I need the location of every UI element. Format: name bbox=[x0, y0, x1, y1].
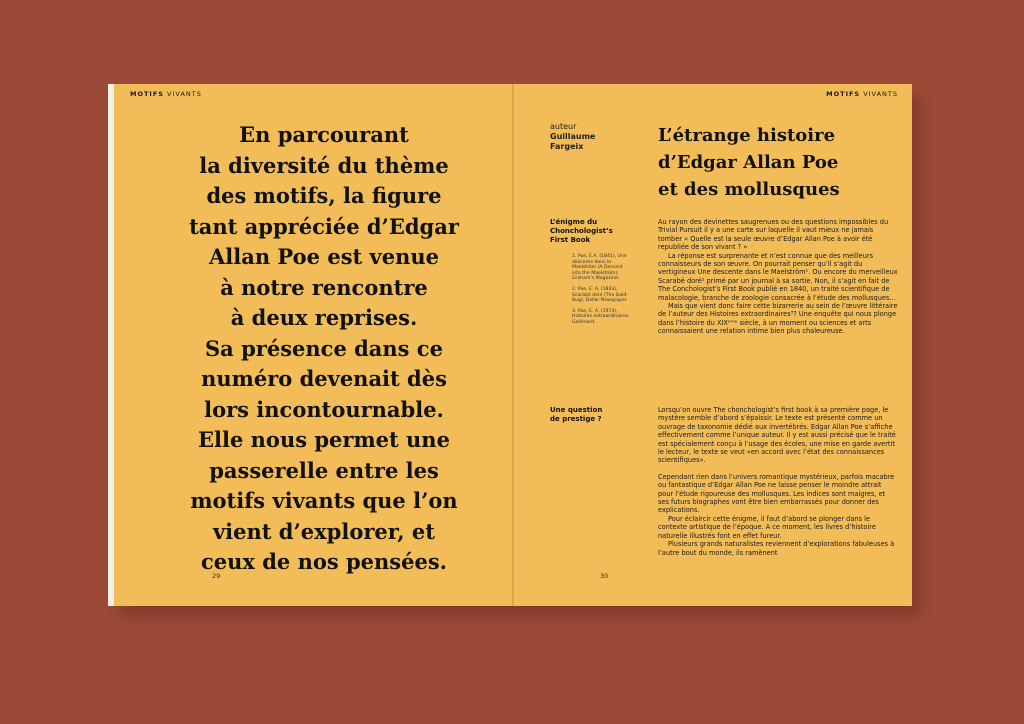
article-title bbox=[658, 122, 908, 203]
quote-line: la diversité du thème bbox=[199, 152, 449, 178]
quote-line: En parcourant bbox=[239, 122, 409, 147]
paragraph: Plusieurs grands naturalistes reviennent d’explorations fabuleuses à l’autre bout du monde, ils ramènent bbox=[658, 540, 895, 557]
body-section-1 bbox=[658, 218, 898, 336]
title-line: et des mollusques bbox=[658, 179, 840, 200]
author-label: auteur bbox=[550, 122, 577, 131]
side-heading-line: de prestige ? bbox=[550, 415, 602, 423]
footnote: 2. Poe, E. A. (1843), Scarabé doré (The Gold-Bug), Dollar Newspaper. bbox=[572, 286, 628, 304]
quote-line: numéro devenait dès bbox=[201, 366, 447, 391]
body-section-2 bbox=[658, 406, 898, 557]
header-bold: MOTIFS bbox=[130, 90, 164, 98]
quote-line: à deux reprises. bbox=[230, 305, 418, 330]
side-heading-line: L’énigme du bbox=[550, 218, 598, 226]
quote-line: Sa présence dans ce bbox=[205, 335, 443, 361]
quote-line: Allan Poe est venue bbox=[209, 244, 439, 269]
paragraph: La réponse est surprenante et n’est connue que des meilleurs connaisseurs de son œuvre. On pourrait penser qu’il s’agit du vertigineux Une descente dans le Maelström¹. Ou encore du merveilleux Scarabé doré² primé par un journal à sa sortie. Non, il s’agit en fait de The Conchologist’s First Book publié en 1840, un traité scientifique de malacologie, branche de zoologie consacrée à l’étude des mollusques… bbox=[658, 251, 898, 302]
quote-line: passerelle entre les bbox=[209, 457, 439, 483]
page-number-right: 30 bbox=[600, 572, 609, 580]
paragraph: Pour éclaircir cette énigme, il faut d’abord se plonger dans le contexte artistique de l’époque. A ce moment, les livres d’histoire naturelle illustrés font en effet fureur. bbox=[658, 514, 876, 540]
footnote: 3. Poe, E. A. (1973), Histoires extraordinaires, Gallimard. bbox=[572, 308, 630, 325]
side-heading-line: Chonchologist’s bbox=[550, 227, 613, 235]
quote-line: Elle nous permet une bbox=[198, 427, 450, 452]
header-rest: VIVANTS bbox=[167, 90, 202, 98]
page-number-left: 29 bbox=[212, 572, 221, 580]
quote-line: ceux de nos pensées. bbox=[200, 549, 447, 574]
paragraph: Au rayon des devinettes saugrenues ou des questions impossibles du Trivial Pursuit il y a une carte sur laquelle il vaut mieux ne jamais tomber « Quelle est la seule œuvre d’Edgar Allan Poe à avoir été republiée de son vivant ? » bbox=[658, 218, 889, 252]
quote-line: lors incontournable. bbox=[204, 396, 444, 422]
header-bold: MOTIFS bbox=[826, 90, 861, 98]
header-rest: VIVANTS bbox=[863, 90, 898, 98]
paragraph: Mais que vient donc faire cette bizarrerie au sein de l’œuvre littéraire de l’auteur des Histoires extraordinaires³? Une enquête qui nous plonge dans l’histoire du XIXᵉᵐᵉ siècle, à un moment ou sciences et arts connaissaient une relation intime bien plus chaleureuse. bbox=[658, 302, 898, 336]
left-running-header bbox=[130, 90, 202, 98]
footnotes bbox=[572, 254, 632, 331]
side-heading-prestige bbox=[550, 406, 602, 424]
quote-line: à notre rencontre bbox=[220, 274, 428, 300]
quote-line: motifs vivants que l’on bbox=[190, 488, 458, 513]
right-page bbox=[514, 84, 912, 606]
author-block bbox=[550, 122, 595, 152]
side-heading-enigme bbox=[550, 218, 613, 245]
pull-quote bbox=[154, 120, 494, 578]
quote-line: vient d’explorer, et bbox=[212, 518, 435, 544]
paragraph: Cependant rien dans l’univers romantique mystérieux, parfois macabre ou fantastique d’Edgar Allan Poe ne laisse penser le moindre attrait pour l’étude rigoureuse des mollusques. Les indices sont maigres, et ses futurs biographes vont être bien embarrassés pour donner des explications. bbox=[658, 472, 895, 515]
title-line: d’Edgar Allan Poe bbox=[658, 152, 839, 173]
paragraph: Lorsqu’on ouvre The chonchologist’s first book à sa première page, le mystère semble d’abord s’épaissir. Le texte est présenté comme un ouvrage de taxonomie dédié aux invertébrés. Edgar Allan Poe s’affiche effectivement comme l’unique auteur. Il y est aussi précisé que le traité est spécialement conçu à l’usage des écoles, une mise en garde avertit le lecteur, le texte se veut «en accord avec l’état des connaissances scientifiques». bbox=[658, 406, 896, 465]
side-heading-line: Une question bbox=[550, 406, 603, 414]
left-page bbox=[108, 84, 518, 606]
side-heading-line: First Book bbox=[550, 236, 591, 244]
footnote: 1. Poe, E.A. (1841), Une descente dans le Maelström (A Descent into the Maelström), Graham’s Magazine. bbox=[572, 254, 627, 282]
right-running-header bbox=[826, 90, 898, 98]
magazine-spread bbox=[108, 84, 912, 608]
quote-line: tant appréciée d’Edgar bbox=[189, 213, 459, 239]
title-line: L’étrange histoire bbox=[658, 125, 836, 146]
author-last-name: Fargeix bbox=[550, 142, 584, 151]
author-first-name: Guillaume bbox=[550, 132, 596, 141]
quote-line: des motifs, la figure bbox=[206, 183, 442, 208]
